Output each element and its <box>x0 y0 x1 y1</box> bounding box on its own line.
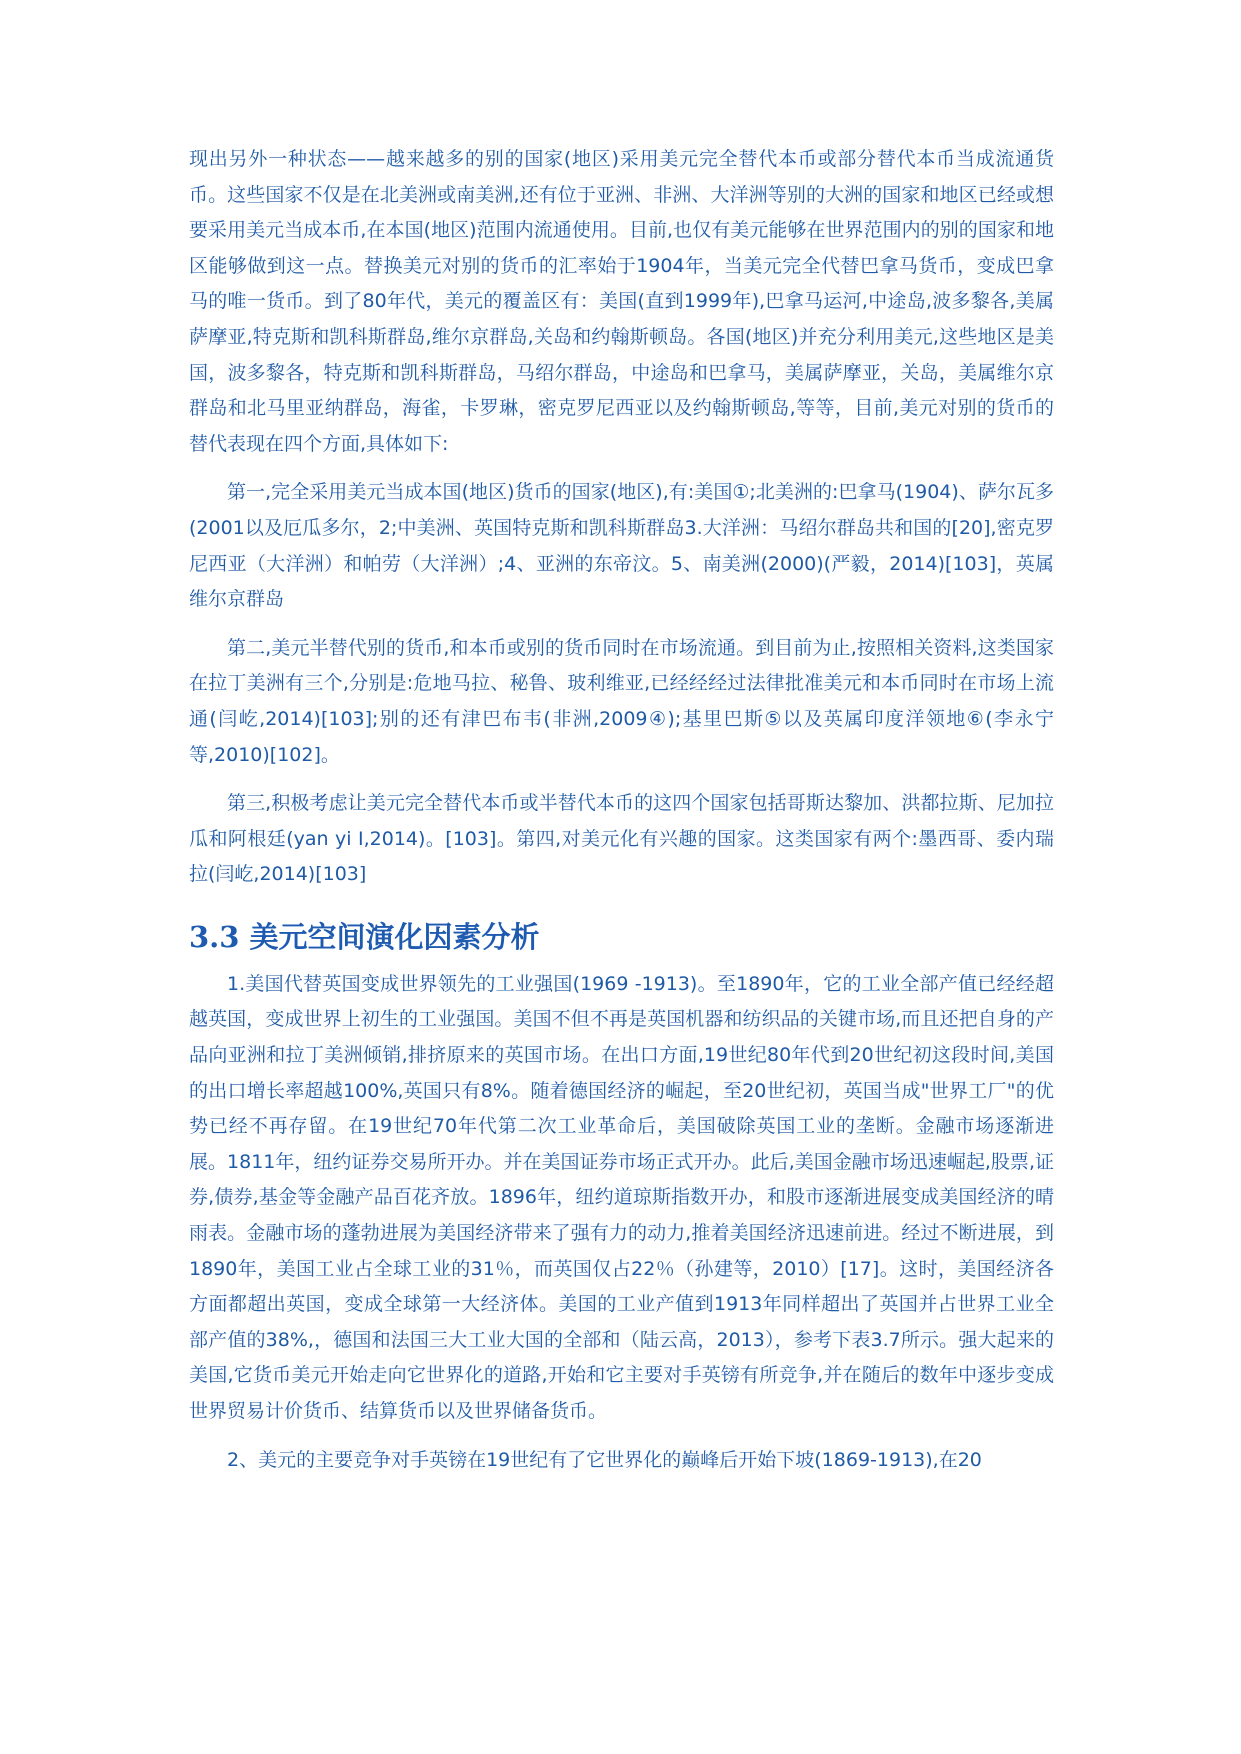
paragraph-pound-decline: 2、美元的主要竞争对手英镑在19世纪有了它世界化的巅峰后开始下坡(1869-1913),在20 <box>227 1448 982 1471</box>
paragraph-second-category: 第二,美元半替代别的货币,和本币或别的货币同时在市场流通。到目前为止,按照相关资料,这类国家在拉丁美洲有三个,分别是:危地马拉、秘鲁、玻利维亚,已经经经过法律批准美元和本币同时在市场上流通(闫屹,2014)[103];别的还有津巴布韦(非洲,2009④);基里巴斯⑤以及英属印度洋领地⑥(李永宁等,2010)[102]。 <box>189 636 1054 766</box>
paragraph-dollar-substitution-overview: 现出另外一种状态——越来越多的别的国家(地区)采用美元完全替代本币或部分替代本币当成流通货币。这些国家不仅是在北美洲或南美洲,还有位于亚洲、非洲、大洋洲等别的大洲的国家和地区已经或想要采用美元当成本币,在本国(地区)范围内流通使用。目前,也仅有美元能够在世界范围内的别的国家和地区能够做到这一点。替换美元对别的货币的汇率始于1904年，当美元完全代替巴拿马货币，变成巴拿马的唯一货币。到了80年代，美元的覆盖区有：美国(直到1999年),巴拿马运河,中途岛,波多黎各,美属萨摩亚,特克斯和凯科斯群岛,维尔京群岛,关岛和约翰斯顿岛。各国(地区)并充分利用美元,这些地区是美国，波多黎各，特克斯和凯科斯群岛，马绍尔群岛，中途岛和巴拿马，美属萨摩亚，关岛，美属维尔京群岛和北马里亚纳群岛，海雀，卡罗琳，密克罗尼西亚以及约翰斯顿岛,等等，目前,美元对别的货币的替代表现在四个方面,具体如下: <box>189 148 1054 455</box>
document-page <box>189 142 1054 1478</box>
paragraph-us-industrial-rise: 1.美国代替英国变成世界领先的工业强国(1969 -1913)。至1890年，它的工业全部产值已经经超越英国，变成世界上初生的工业强国。美国不但不再是英国机器和纺织品的关键市场,而且还把自身的产品向亚洲和拉丁美洲倾销,排挤原来的英国市场。在出口方面,19世纪80年代到20世纪初这段时间,美国的出口增长率超越100%,英国只有8%。随着德国经济的崛起，至20世纪初，英国当成"世界工厂"的优势已经不再存留。在19世纪70年代第二次工业革命后，美国破除英国工业的垄断。金融市场逐渐进展。1811年，纽约证券交易所开办。并在美国证券市场正式开办。此后,美国金融市场迅速崛起,股票,证券,债券,基金等金融产品百花齐放。1896年，纽约道琼斯指数开办，和股市逐渐进展变成美国经济的晴雨表。金融市场的蓬勃进展为美国经济带来了强有力的动力,推着美国经济迅速前进。经过不断进展，到1890年，美国工业占全球工业的31％，而英国仅占22％（孙建等，2010）[17]。这时，美国经济各方面都超出英国，变成全球第一大经济体。美国的工业产值到1913年同样超出了英国并占世界工业全部产值的38%,，德国和法国三大工业大国的全部和（陆云高，2013），参考下表3.7所示。强大起来的美国,它货币美元开始走向它世界化的道路,开始和它主要对手英镑有所竞争,并在随后的数年中逐步变成世界贸易计价货币、结算货币以及世界储备货币。 <box>189 972 1054 1422</box>
paragraph-first-category: 第一,完全采用美元当成本国(地区)货币的国家(地区),有:美国①;北美洲的:巴拿马(1904)、萨尔瓦多(2001以及厄瓜多尔，2;中美洲、英国特克斯和凯科斯群岛3.大洋洲：马绍尔群岛共和国的[20],密克罗尼西亚（大洋洲）和帕劳（大洋洲）;4、亚洲的东帝汶。5、南美洲(2000)(严毅，2014)[103]，英属维尔京群岛 <box>189 481 1054 611</box>
paragraph-third-fourth-category: 第三,积极考虑让美元完全替代本币或半替代本币的这四个国家包括哥斯达黎加、洪都拉斯、尼加拉瓜和阿根廷(yan yi I,2014)。[103]。第四,对美元化有兴趣的国家。这类国家有两个:墨西哥、委内瑞拉(闫屹,2014)[103] <box>189 792 1054 886</box>
section-heading: 3.3 美元空间演化因素分析 <box>189 919 540 954</box>
